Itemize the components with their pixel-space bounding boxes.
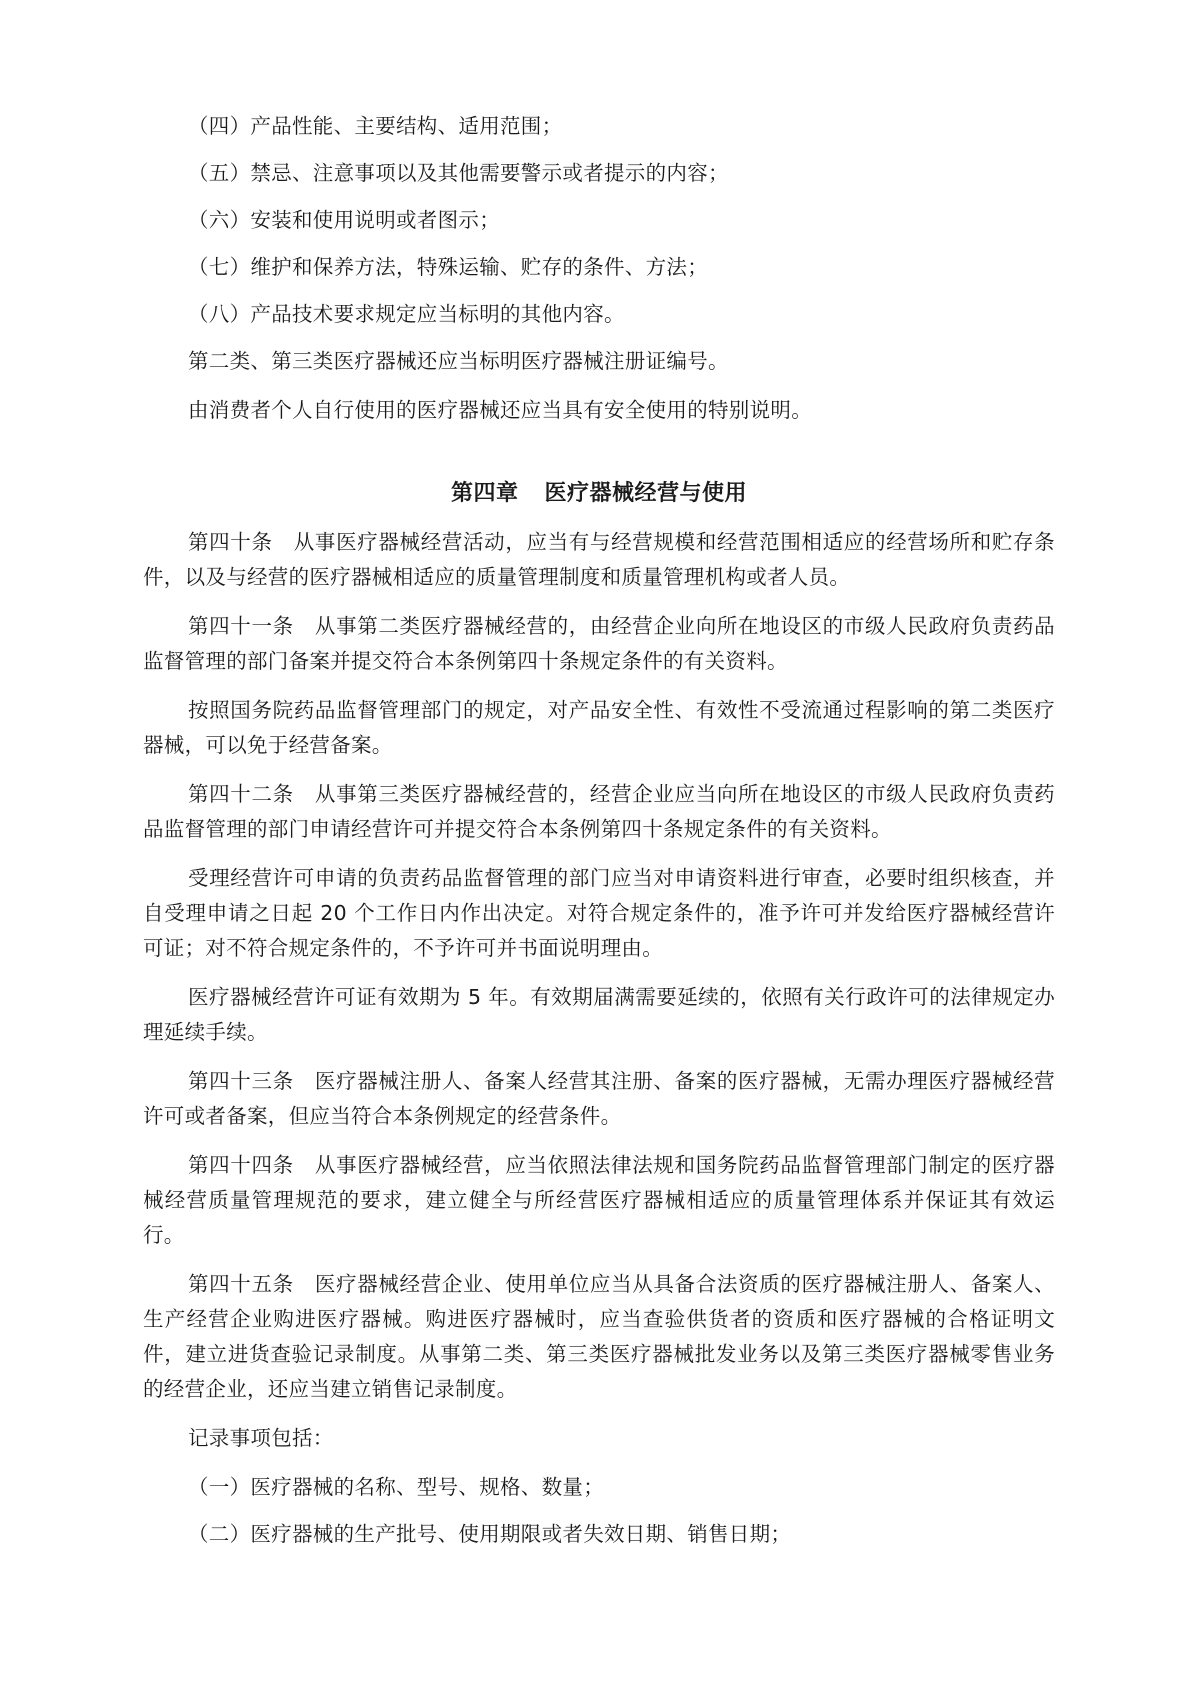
paragraph: 按照国务院药品监督管理部门的规定，对产品安全性、有效性不受流通过程影响的第二类医疗器械，可以免于经营备案。 xyxy=(143,698,1055,757)
paragraph: 记录事项包括： xyxy=(188,1426,334,1450)
paragraph: 由消费者个人自行使用的医疗器械还应当具有安全使用的特别说明。 xyxy=(188,398,812,422)
article-paragraph: 第四十四条 从事医疗器械经营，应当依照法律法规和国务院药品监督管理部门制定的医疗器械经营质量管理规范的要求，建立健全与所经营医疗器械相适应的质量管理体系并保证其有效运行。 xyxy=(143,1153,1055,1247)
list-item: （六）安装和使用说明或者图示； xyxy=(188,208,500,232)
list-item: （七）维护和保养方法，特殊运输、贮存的条件、方法； xyxy=(188,255,708,279)
article-paragraph: 第四十二条 从事第三类医疗器械经营的，经营企业应当向所在地设区的市级人民政府负责药品监督管理的部门申请经营许可并提交符合本条例第四十条规定条件的有关资料。 xyxy=(143,782,1055,841)
paragraph: 受理经营许可申请的负责药品监督管理的部门应当对申请资料进行审查，必要时组织核查，并自受理申请之日起 20 个工作日内作出决定。对符合规定条件的，准予许可并发给医疗器械经营许可证；对不符合规定条件的，不予许可并书面说明理由。 xyxy=(143,866,1055,960)
article-paragraph: 第四十条 从事医疗器械经营活动，应当有与经营规模和经营范围相适应的经营场所和贮存条件，以及与经营的医疗器械相适应的质量管理制度和质量管理机构或者人员。 xyxy=(143,530,1055,589)
document-page xyxy=(143,109,1055,1564)
paragraph: 第二类、第三类医疗器械还应当标明医疗器械注册证编号。 xyxy=(188,349,729,373)
list-item: （二）医疗器械的生产批号、使用期限或者失效日期、销售日期； xyxy=(188,1522,792,1546)
list-item: （四）产品性能、主要结构、适用范围； xyxy=(188,114,563,138)
chapter-heading xyxy=(143,476,1055,511)
article-paragraph: 第四十三条 医疗器械注册人、备案人经营其注册、备案的医疗器械，无需办理医疗器械经营许可或者备案，但应当符合本条例规定的经营条件。 xyxy=(143,1069,1055,1128)
list-item: （五）禁忌、注意事项以及其他需要警示或者提示的内容； xyxy=(188,161,729,185)
article-paragraph: 第四十五条 医疗器械经营企业、使用单位应当从具备合法资质的医疗器械注册人、备案人、生产经营企业购进医疗器械。购进医疗器械时，应当查验供货者的资质和医疗器械的合格证明文件，建立进货查验记录制度。从事第二类、第三类医疗器械批发业务以及第三类医疗器械零售业务的经营企业，还应当建立销售记录制度。 xyxy=(143,1272,1055,1401)
article-paragraph: 第四十一条 从事第二类医疗器械经营的，由经营企业向所在地设区的市级人民政府负责药品监督管理的部门备案并提交符合本条例第四十条规定条件的有关资料。 xyxy=(143,614,1055,673)
paragraph: 医疗器械经营许可证有效期为 5 年。有效期届满需要延续的，依照有关行政许可的法律规定办理延续手续。 xyxy=(143,985,1055,1044)
list-item: （一）医疗器械的名称、型号、规格、数量； xyxy=(188,1475,604,1499)
list-item: （八）产品技术要求规定应当标明的其他内容。 xyxy=(188,302,625,326)
chapter-number: 第四章 xyxy=(450,481,519,506)
chapter-title: 医疗器械经营与使用 xyxy=(544,481,748,506)
